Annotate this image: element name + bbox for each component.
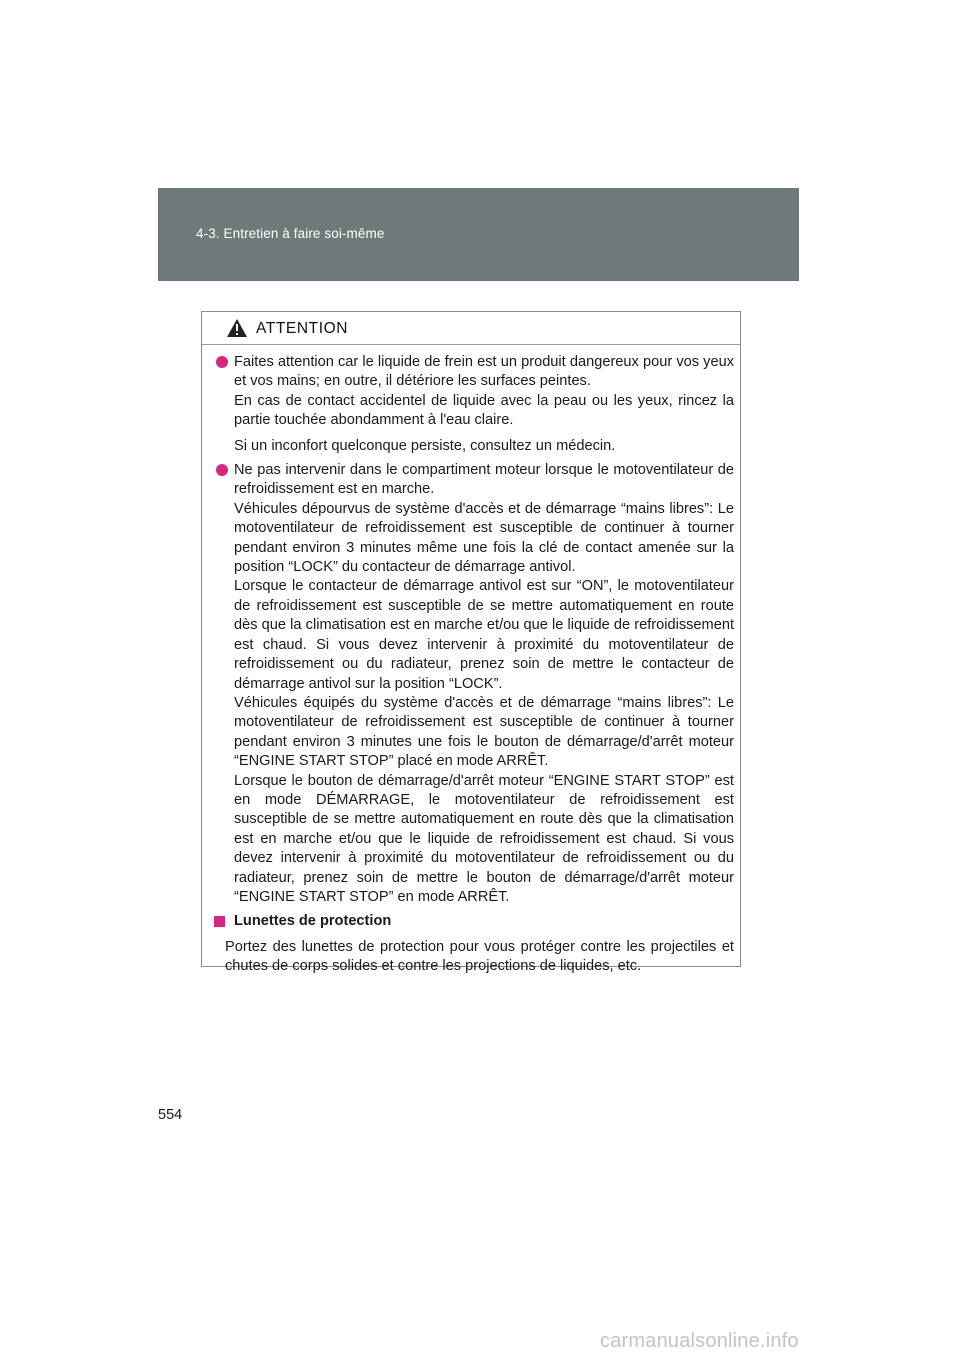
- warning-body: [202, 345, 740, 977]
- chapter-header-band: [158, 188, 799, 281]
- round-bullet-icon: [216, 356, 228, 368]
- section-heading: [212, 912, 734, 931]
- item-text: Faites attention car le liquide de frein est un produit dangereux pour vos yeux et vos mains; en outre, il détériore les surfaces peintes.: [234, 354, 734, 390]
- item-text: Lorsque le bouton de démarrage/d'arrêt moteur “ENGINE START STOP” est en mode DÉMARRAGE, le motoventilateur de refroidissement est susceptible de se mettre automatiquement en route dès que la climatisation est en marche et/ou que le liquide de refroidissement est chaud. Si vous devez intervenir à proximité du motoventilateur de refroidissement ou du radiateur, prenez soin de mettre le bouton de démarrage/d'arrêt moteur “ENGINE START STOP” en mode ARRÊT.: [234, 772, 734, 905]
- watermark: carmanualsonline.info: [600, 1330, 799, 1352]
- warning-box: [201, 311, 741, 975]
- warning-triangle-icon: [226, 318, 248, 338]
- warning-title: ATTENTION: [256, 320, 349, 337]
- item-text: Véhicules dépourvus de système d'accès et de démarrage “mains libres”: Le motoventilateur de refroidissement est susceptible de continuer à tourner pendant environ 3 minutes même une fois la clé de contact amenée sur la position “LOCK” du contacteur de démarrage antivol.: [234, 500, 734, 576]
- section-heading-text: Lunettes de protection: [234, 913, 392, 930]
- round-bullet-icon: [216, 464, 228, 476]
- item-text: Si un inconfort quelconque persiste, consultez un médecin.: [234, 437, 616, 454]
- page-number: 554: [158, 1107, 183, 1123]
- item-text: En cas de contact accidentel de liquide avec la peau ou les yeux, rincez la partie touchée abondamment à l'eau claire.: [234, 392, 734, 429]
- square-bullet-icon: [214, 916, 225, 927]
- item-text: Ne pas intervenir dans le compartiment moteur lorsque le motoventilateur de refroidissement est en marche.: [234, 462, 734, 498]
- warning-item-brake-fluid: [212, 353, 734, 456]
- item-text: Lorsque le contacteur de démarrage antivol est sur “ON”, le motoventilateur de refroidissement est susceptible de se mettre automatiquement en route dès que la climatisation est en marche et/ou que le liquide de refroidissement est chaud. Si vous devez intervenir à proximité du motoventilateur de refroidissement ou du radiateur, prenez soin de mettre le contacteur de démarrage antivol sur la position “LOCK”.: [234, 578, 734, 692]
- warning-item-cooling-fan: [212, 461, 734, 907]
- section-title: 4-3. Entretien à faire soi-même: [196, 226, 385, 241]
- section-text: Portez des lunettes de protection pour vous protéger contre les projectiles et chutes de corps solides et contre les projections de liquides, etc.: [225, 938, 734, 975]
- item-text: Véhicules équipés du système d'accès et de démarrage “mains libres”: Le motoventilateur de refroidissement est susceptible de continuer à tourner pendant environ 3 minutes une fois le bouton de démarrage/d'arrêt moteur “ENGINE START STOP” placé en mode ARRÊT.: [234, 694, 734, 770]
- warning-header: [202, 312, 740, 345]
